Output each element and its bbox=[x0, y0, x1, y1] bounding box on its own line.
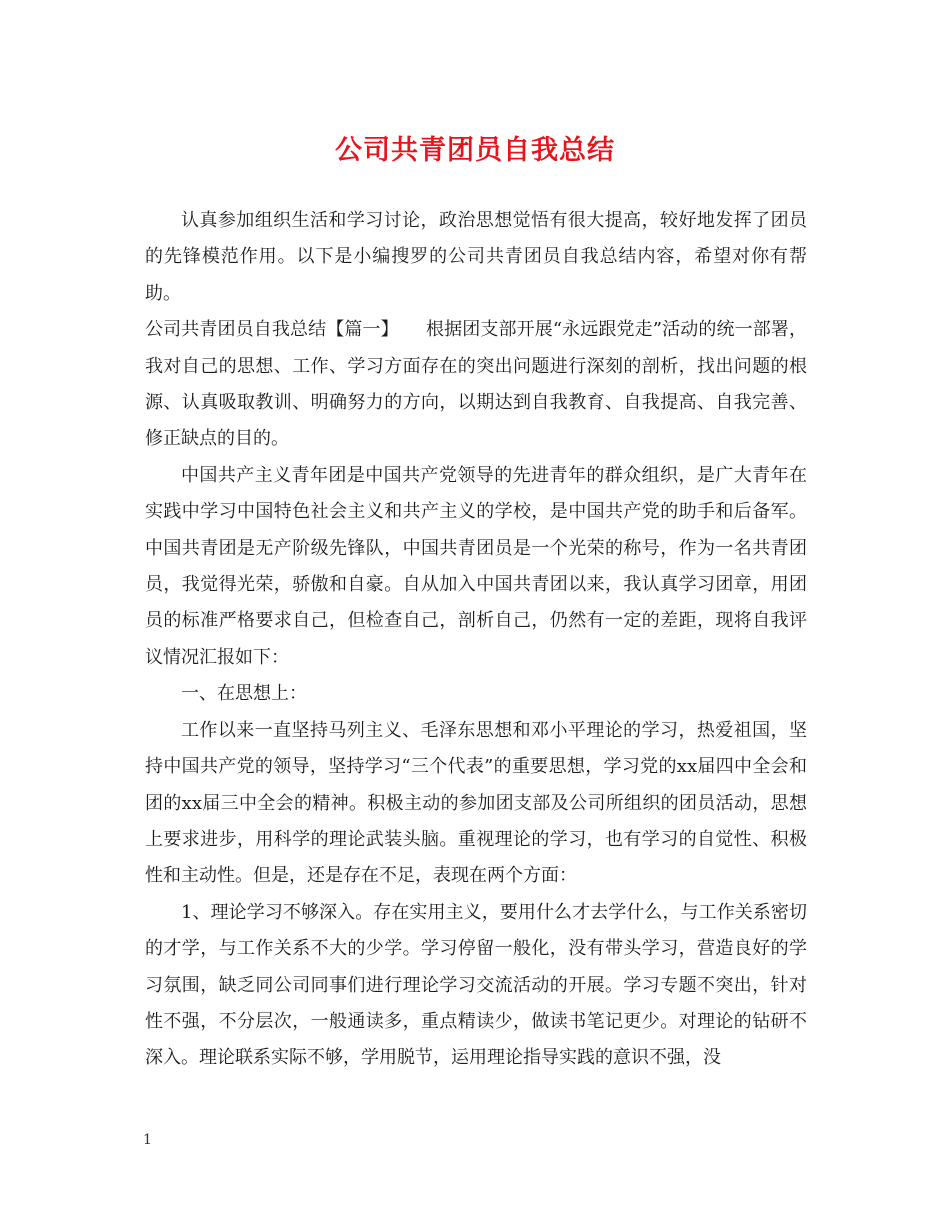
paragraph-section-one: 公司共青团员自我总结【篇一】 根据团支部开展“永远跟党走”活动的统一部署，我对自己的思想、工作、学习方面存在的突出问题进行深刻的剖析，找出问题的根源、认真吸取教训、明确努力的方向，以期达到自我教育、自我提高、自我完善、修正缺点的目的。 bbox=[145, 319, 807, 450]
paragraph-league-overview: 中国共产主义青年团是中国共产党领导的先进青年的群众组织，是广大青年在实践中学习中国特色社会主义和共产主义的学校，是中国共产党的助手和后备军。中国共青团是无产阶级先锋队，中国共青团员是一个光荣的称号，作为一名共青团员，我觉得光荣，骄傲和自豪。自从加入中国共青团以来，我认真学习团章，用团员的标准严格要求自己，但检查自己，剖析自己，仍然有一定的差距，现将自我评议情况汇报如下： bbox=[145, 464, 807, 668]
document-title: 公司共青团员自我总结 bbox=[335, 135, 615, 166]
paragraph-intro: 认真参加组织生活和学习讨论，政治思想觉悟有很大提高，较好地发挥了团员的先锋模范作用。以下是小编搜罗的公司共青团员自我总结内容，希望对你有帮助。 bbox=[145, 210, 807, 304]
document-body bbox=[145, 203, 807, 1077]
paragraph-thought: 工作以来一直坚持马列主义、毛泽东思想和邓小平理论的学习，热爱祖国，坚持中国共产党的领导，坚持学习“三个代表”的重要思想，学习党的xx届四中全会和团的xx届三中全会的精神。积极主动的参加团支部及公司所组织的团员活动，思想上要求进步，用科学的理论武装头脑。重视理论的学习，也有学习的自觉性、积极性和主动性。但是，还是存在不足，表现在两个方面： bbox=[145, 719, 807, 887]
paragraph-theory-study: 1、理论学习不够深入。存在实用主义，要用什么才去学什么，与工作关系密切的才学，与工作关系不大的少学。学习停留一般化，没有带头学习，营造良好的学习氛围，缺乏同公司同事们进行理论学习交流活动的开展。学习专题不突出，针对性不强，不分层次，一般通读多，重点精读少，做读书笔记更少。对理论的钻研不深入。理论联系实际不够，学用脱节，运用理论指导实践的意识不强，没 bbox=[145, 901, 807, 1069]
page-number: 1 bbox=[143, 1132, 152, 1148]
section-heading-thought: 一、在思想上： bbox=[181, 683, 307, 705]
